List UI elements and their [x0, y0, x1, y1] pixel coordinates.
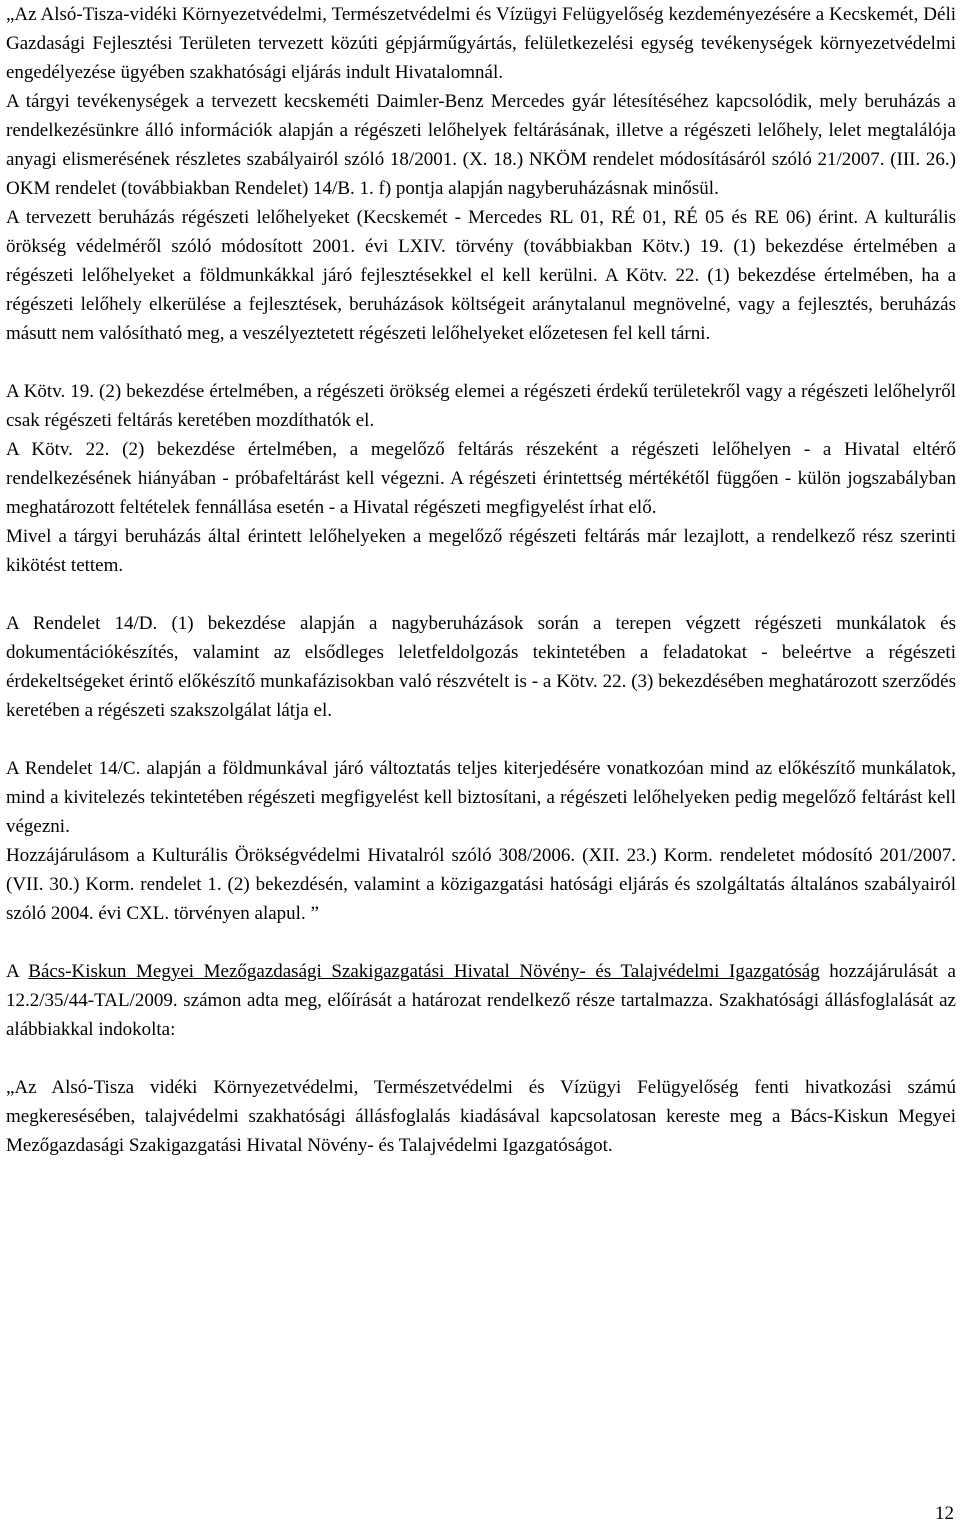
paragraph-rendelet-14c: A Rendelet 14/C. alapján a földmunkával járó változtatás teljes kiterjedésére vonatkozóan mind az előkészítő munkálatok, mind a kivitelezés tekintetében régészeti megfigyelést kell biztosítani, a régészeti lelőhelyeken pedig megelőző feltárást kell végezni. — [6, 758, 956, 837]
paragraph-condition: Mivel a tárgyi beruházás által érintett lelőhelyeken a megelőző régészeti feltárás már lezajlott, a rendelkező rész szerinti kikötést tettem. — [6, 526, 956, 576]
page-number: 12 — [935, 1503, 954, 1524]
paragraph-rendelet-14d: A Rendelet 14/D. (1) bekezdése alapján a nagyberuházások során a terepen végzett régészeti munkálatok és dokumentációkészítés, valamint az elsődleges leletfeldolgozás tekintetében a feladatokat - beleértve a régészeti érdekeltségeket érintő előkészítő munkafázisokban való részvételt is - a Kötv. 22. (3) bekezdésében meghatározott szerződés keretében a régészeti szakszolgálat látja el. — [6, 613, 956, 721]
paragraph-archaeological-sites: A tervezett beruházás régészeti lelőhelyeket (Kecskemét - Mercedes RL 01, RÉ 01, RÉ 05 és RE 06) érint. A kulturális örökség védelméről szóló módosított 2001. évi LXIV. törvény (továbbiakban Kötv.) 19. (1) bekezdése értelmében a régészeti lelőhelyeket a földmunkákkal járó fejlesztésekkel el kell kerülni. A Kötv. 22. (1) bekezdése értelmében, ha a régészeti lelőhely elkerülése a fejlesztések, beruházások költségeit aránytalanul megnövelné, vagy a fejlesztés, beruházás másutt nem valósítható meg, a veszélyeztetett régészeti lelőhelyeket előzetesen fel kell tárni. — [6, 207, 956, 344]
paragraph-kotv-22-2: A Kötv. 22. (2) bekezdése értelmében, a megelőző feltárás részeként a régészeti lelőhelyen - a Hivatal eltérő rendelkezésének hiányában - próbafeltárást kell végezni. A régészeti érintettség mértékétől függően - külön jogszabályban meghatározott feltételek fennállása esetén - a Hivatal régészeti megfigyelést írhat elő. — [6, 439, 956, 518]
paragraph-legal-basis: Hozzájárulásom a Kulturális Örökségvédelmi Hivatalról szóló 308/2006. (XII. 23.) Korm. rendeletet módosító 201/2007. (VII. 30.) Korm. rendelet 1. (2) bekezdésén, valamint a közigazgatási hatósági eljárás és szolgáltatás általános szabályairól szóló 2004. évi CXL. törvényen alapul. ” — [6, 845, 956, 924]
consent-rest: hozzájárulását a 12.2/35/44-TAL/2009. számon adta meg, előírását a határozat rendelkező része tartalmazza. Szakhatósági állásfoglalását az alábbiakkal indokolta: — [6, 961, 956, 1040]
paragraph-project-classification: A tárgyi tevékenységek a tervezett kecskeméti Daimler-Benz Mercedes gyár létesítéséhez kapcsolódik, mely beruházás a rendelkezésünkre álló információk alapján a régészeti lelőhelyek feltárásának, illetve a régészeti lelőhely, lelet megtalálója anyagi elismerésének részletes szabályairól szóló 18/2001. (X. 18.) NKÖM rendelet módosításáról szóló 21/2007. (III. 26.) OKM rendelet (továbbiakban Rendelet) 14/B. 1. f) pontja alapján nagyberuházásnak minősül. — [6, 91, 956, 199]
paragraph-gap — [6, 348, 956, 377]
paragraph-gap — [6, 725, 956, 754]
consent-lead: A — [6, 961, 29, 982]
paragraph-authority-consent — [6, 957, 956, 1044]
paragraph-soil-protection-quote: „Az Alsó-Tisza vidéki Környezetvédelmi, Természetvédelmi és Vízügyi Felügyelőség fenti hivatkozási számú megkeresésében, talajvédelmi szakhatósági állásfoglalás kiadásával kapcsolatosan kereste meg a Bács-Kiskun Megyei Mezőgazdasági Szakigazgatási Hivatal Növény- és Talajvédelmi Igazgatóságot. — [6, 1077, 956, 1156]
paragraph-request: „Az Alsó-Tisza-vidéki Környezetvédelmi, Természetvédelmi és Vízügyi Felügyelőség kezdeményezésére a Kecskemét, Déli Gazdasági Fejlesztési Területen tervezett közúti gépjárműgyártás, felületkezelési egység tevékenységek környezetvédelmi engedélyezése ügyében szakhatósági eljárás indult Hivatalomnál. — [6, 4, 956, 83]
paragraph-gap — [6, 1044, 956, 1073]
authority-name-underlined: Bács-Kiskun Megyei Mezőgazdasági Szakigazgatási Hivatal Növény- és Talajvédelmi Igazgatóság — [28, 961, 820, 982]
paragraph-gap — [6, 580, 956, 609]
document-body — [6, 0, 956, 1160]
paragraph-gap — [6, 928, 956, 957]
paragraph-kotv-19-2: A Kötv. 19. (2) bekezdése értelmében, a régészeti örökség elemei a régészeti érdekű területekről vagy a régészeti lelőhelyről csak régészeti feltárás keretében mozdíthatók el. — [6, 381, 956, 431]
